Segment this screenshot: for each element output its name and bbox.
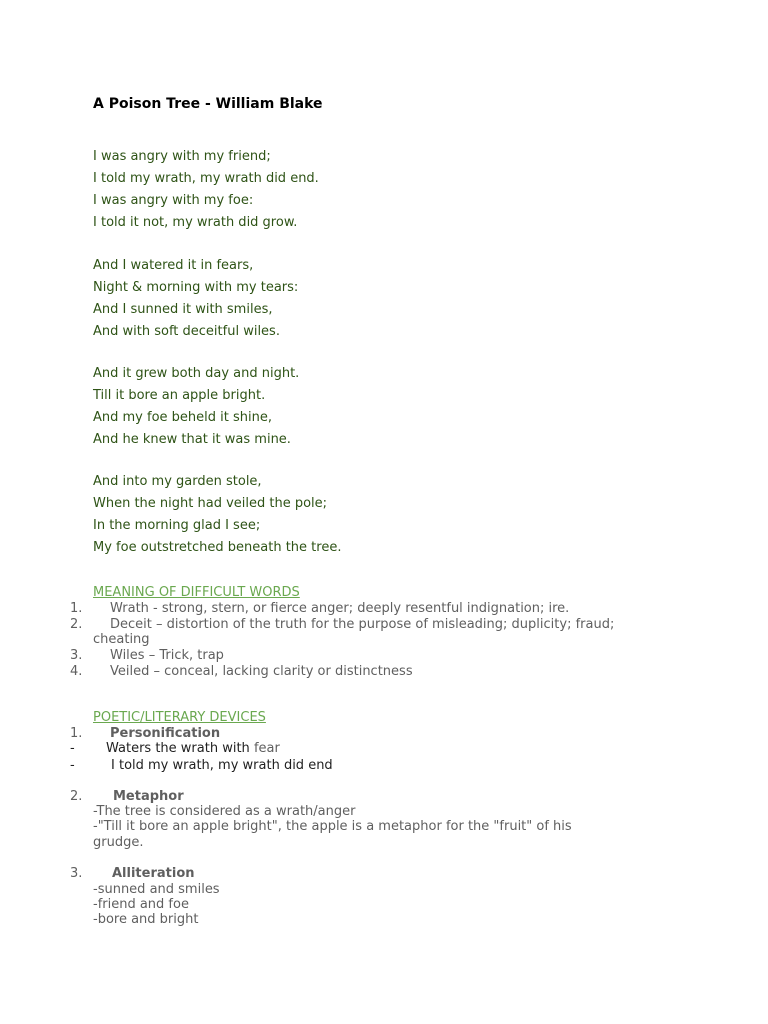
stanza-2: [93, 255, 693, 343]
meanings-heading: MEANING OF DIFFICULT WORDS: [93, 585, 300, 600]
devices-heading: POETIC/LITERARY DEVICES: [93, 710, 266, 725]
poem-line: When the night had veiled the pole;: [93, 496, 328, 511]
document-title: A Poison Tree - William Blake: [93, 96, 323, 112]
poem-line: I told it not, my wrath did grow.: [93, 215, 298, 230]
poem-line: My foe outstretched beneath the tree.: [93, 540, 342, 555]
poem-line: And with soft deceitful wiles.: [93, 324, 280, 339]
poem-line: Night & morning with my tears:: [93, 280, 299, 295]
device-alliteration-line: -friend and foe: [93, 897, 189, 912]
poem-line: And I sunned it with smiles,: [93, 302, 273, 317]
device-metaphor-line: -The tree is considered as a wrath/anger: [93, 804, 356, 819]
poem-line: And my foe beheld it shine,: [93, 410, 272, 425]
poem-line: Till it bore an apple bright.: [93, 388, 266, 403]
poem-line: In the morning glad I see;: [93, 518, 261, 533]
poem-line: And I watered it in fears,: [93, 258, 254, 273]
device-alliteration-line: -sunned and smiles: [93, 882, 220, 897]
device-metaphor-line: -"Till it bore an apple bright", the apple is a metaphor for the "fruit" of his: [93, 819, 572, 834]
poem-line: And into my garden stole,: [93, 474, 262, 489]
stanza-1: [93, 146, 693, 234]
poem-line: I was angry with my friend;: [93, 149, 271, 164]
device-metaphor-line: grudge.: [93, 835, 144, 850]
poem-line: I told my wrath, my wrath did end.: [93, 171, 319, 186]
poem-line: And it grew both day and night.: [93, 366, 300, 381]
poem-line: I was angry with my foe:: [93, 193, 254, 208]
stanza-4: [93, 471, 693, 559]
meaning-item-continuation: cheating: [93, 632, 150, 647]
stanza-3: [93, 363, 693, 451]
poem-line: And he knew that it was mine.: [93, 432, 291, 447]
document-page: A Poison Tree - William Blake I was angry with my friend; I told my wrath, my wrath did end. I was angry with my foe: I told it not, my wrath did grow. And I watered it in fears, Night & morning with my tears: And I sunned it with smiles, And with soft deceitful wiles. And it grew both day and night. Till it bore an apple bright. And my foe beheld it shine, And he knew that it was mine. And into my garden stole, When the night had veiled the pole; In the morning glad I see; My foe outstretched beneath the tree. MEANING OF DIFFICULT WORDS 1. Wrath - strong, stern, or fierce anger; deeply resentful indignation; ire. 2. Deceit – distortion of the truth for the purpose of misleading; duplicity; fraud; cheating 3. Wiles – Trick, trap 4. Veiled – conceal, lacking clarity or distinctness POETIC/LITERARY DEVICES 1. Personification - Waters the wrath with fear - I told my wrath, my wrath did end 2. Metaphor -The tree is considered as a wrath/anger -"Till it bore an apple bright", the apple is a metaphor for the "fruit" of his grudge. 3. Alliteration -sunned and smiles -friend and foe -bore and bright: [0, 0, 768, 1024]
device-alliteration-line: -bore and bright: [93, 912, 199, 927]
